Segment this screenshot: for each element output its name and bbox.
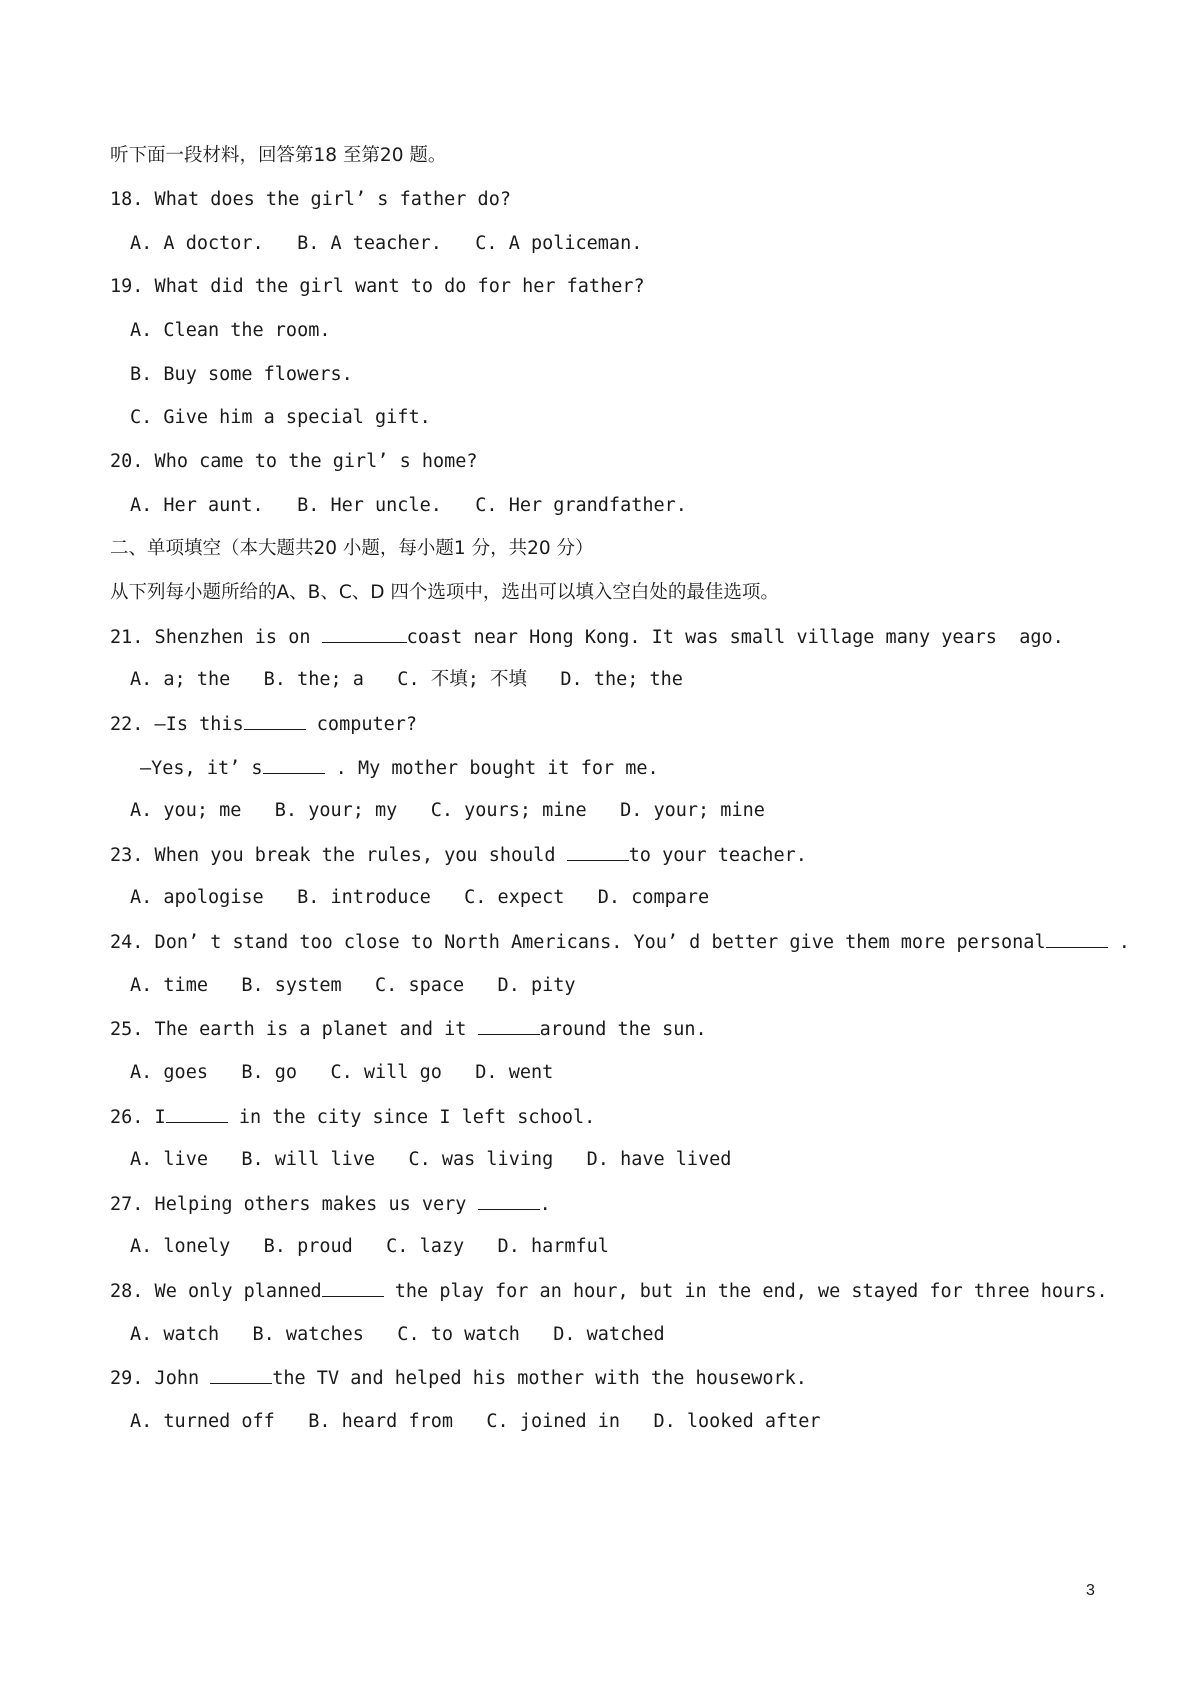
answer-blank <box>244 711 306 730</box>
question-26-text-end: in the city since I left school. <box>227 1107 596 1128</box>
question-29-text: 29. John <box>110 1368 211 1389</box>
question-25-text: 25. The earth is a planet and it <box>110 1019 478 1040</box>
answer-blank <box>322 1278 384 1297</box>
question-22-reply-text: —Yes, it’ s <box>140 758 263 779</box>
question-23-text-end: to your teacher. <box>628 845 807 866</box>
question-23-text: 23. When you break the rules, you should <box>110 845 567 866</box>
question-21-options: A. a; the B. the; a C. 不填; 不填 D. the; the <box>130 669 683 690</box>
question-21 <box>110 624 1064 651</box>
question-19-option-a: A. Clean the room. <box>130 320 331 341</box>
answer-blank <box>166 1104 228 1123</box>
question-19-option-c: C. Give him a special gift. <box>130 407 431 428</box>
question-29 <box>110 1365 807 1392</box>
question-22-text-end: computer? <box>305 714 418 735</box>
question-27-text: 27. Helping others makes us very <box>110 1194 478 1215</box>
question-22-reply-end: . My mother bought it for me. <box>324 758 659 779</box>
question-24 <box>110 929 1130 956</box>
answer-blank <box>210 1365 272 1384</box>
page-number: 3 <box>1086 1582 1095 1599</box>
section-2-instructions: 从下列每小题所给的A、B、C、D 四个选项中，选出可以填入空白处的最佳选项。 <box>110 582 779 603</box>
question-18-options: A. A doctor. B. A teacher. C. A policeman. <box>130 233 643 254</box>
question-26-options: A. live B. will live C. was living D. have lived <box>130 1149 732 1170</box>
question-21-text: 21. Shenzhen is on <box>110 627 322 648</box>
answer-blank <box>478 1016 540 1035</box>
question-27-options: A. lonely B. proud C. lazy D. harmful <box>130 1236 609 1257</box>
question-28-text-end: the play for an hour, but in the end, we stayed for three hours. <box>383 1281 1108 1302</box>
question-19: 19. What did the girl want to do for her father? <box>110 276 645 297</box>
question-22-text: 22. —Is this <box>110 714 244 735</box>
question-27-text-end: . <box>539 1194 551 1215</box>
question-28-options: A. watch B. watches C. to watch D. watched <box>130 1324 665 1345</box>
answer-blank <box>567 842 629 861</box>
question-29-text-end: the TV and helped his mother with the housework. <box>272 1368 807 1389</box>
question-22-reply <box>140 755 659 782</box>
question-24-text: 24. Don’ t stand too close to North Americans. You’ d better give them more personal <box>110 932 1046 953</box>
question-26 <box>110 1104 595 1131</box>
answer-blank <box>478 1191 540 1210</box>
answer-blank <box>1046 929 1108 948</box>
question-28-text: 28. We only planned <box>110 1281 322 1302</box>
question-25-text-end: around the sun. <box>539 1019 707 1040</box>
question-19-option-b: B. Buy some flowers. <box>130 364 353 385</box>
question-24-text-end: . <box>1107 932 1130 953</box>
question-29-options: A. turned off B. heard from C. joined in D. looked after <box>130 1411 821 1432</box>
question-18: 18. What does the girl’ s father do? <box>110 189 511 210</box>
question-23-options: A. apologise B. introduce C. expect D. compare <box>130 887 710 908</box>
section-2-title: 二、单项填空（本大题共20 小题，每小题1 分，共20 分） <box>110 538 594 559</box>
question-27 <box>110 1191 551 1218</box>
answer-blank <box>322 624 407 643</box>
question-25 <box>110 1016 707 1043</box>
question-25-options: A. goes B. go C. will go D. went <box>130 1062 554 1083</box>
question-22-options: A. you; me B. your; my C. yours; mine D. your; mine <box>130 800 765 821</box>
listening-intro: 听下面一段材料，回答第18 至第20 题。 <box>110 145 447 166</box>
question-24-options: A. time B. system C. space D. pity <box>130 975 576 996</box>
question-20-options: A. Her aunt. B. Her uncle. C. Her grandfather. <box>130 495 687 516</box>
question-20: 20. Who came to the girl’ s home? <box>110 451 478 472</box>
question-21-text-end: coast near Hong Kong. It was small village many years ago. <box>406 627 1064 648</box>
question-26-text: 26. I <box>110 1107 166 1128</box>
question-28 <box>110 1278 1108 1305</box>
answer-blank <box>263 755 325 774</box>
question-23 <box>110 842 807 869</box>
question-22 <box>110 711 417 738</box>
